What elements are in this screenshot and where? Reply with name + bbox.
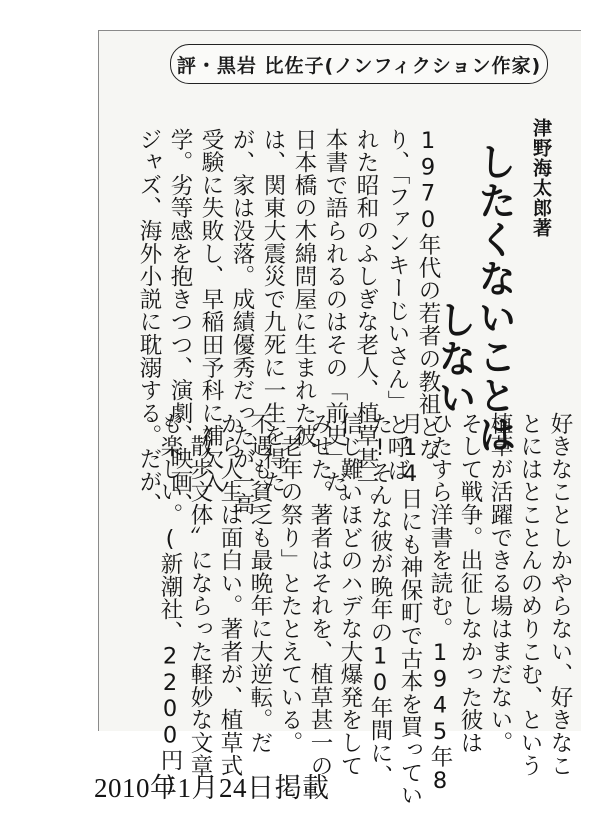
body-lower-col: ひたすら洋書を読む。1945年8	[427, 412, 453, 795]
body-lower-col: 「老年の祭り」とたとえている。	[277, 412, 303, 754]
reviewer-box	[170, 44, 548, 84]
body-lower-col: も楽しい。(新潮社、2200円)	[157, 412, 183, 798]
body-upper-col: 日本橋の木綿問屋に生まれた彼	[291, 128, 317, 448]
body-upper-col: 受験に失敗し、早稲田予科に補欠入	[198, 128, 224, 493]
reviewer-credit: 評・黒岩 比佐子(ノンフィクション作家)	[176, 54, 542, 77]
body-lower-col: 好きなことしかやらない、好きなこ	[547, 412, 573, 777]
body-lower-col: みせた。著者はそれを、植草甚一の	[307, 412, 333, 777]
body-lower-col: 植草が活躍できる場はまだない。	[487, 412, 513, 754]
body-lower-col: そして戦争。出征しなかった彼は	[457, 412, 483, 754]
book-author: 津野海太郎著	[530, 118, 552, 238]
body-lower-col: 信じ難いほどのハデな大爆発をして	[337, 412, 363, 777]
body-lower-col: から人生は面白い。著者が、植草式	[217, 412, 243, 777]
body-lower-col: た!そんな彼が晩年の10年間に、	[367, 412, 393, 788]
book-title-line-2: しない	[432, 300, 476, 417]
body-upper-col: り、「ファンキーじいさん」と呼ば	[384, 128, 410, 482]
body-lower-col: 〝散歩文体〟にならった軽妙な文章	[187, 412, 213, 777]
body-upper-col: 学。劣等感を抱きつつ、演劇、映画、	[167, 128, 193, 516]
body-lower-col: 月14日にも神保町で古本を買ってい	[397, 412, 423, 807]
body-upper-col: は、関東大震災で九死に一生を得た	[260, 128, 286, 493]
publication-date: 2010年1月24日掲載	[94, 773, 330, 803]
body-lower-col: とにはとことんのめりこむ、という	[517, 412, 543, 777]
book-title-line-1: したくないことは	[472, 142, 516, 454]
body-upper-col: が、家は没落。成績優秀だったが一高	[229, 128, 255, 516]
body-upper-col: 本書で語られるのはその「前史」だ。	[322, 128, 348, 516]
body-lower-col: 不遇も貧乏も最晩年に大逆転。だ	[247, 412, 273, 754]
body-upper-col: ジャズ、海外小説に耽溺する。だが、	[136, 128, 162, 516]
body-upper-col: れた昭和のふしぎな老人、植草甚一。	[353, 128, 379, 516]
body-upper-col: 1970年代の若者の教祖とな	[415, 128, 441, 462]
